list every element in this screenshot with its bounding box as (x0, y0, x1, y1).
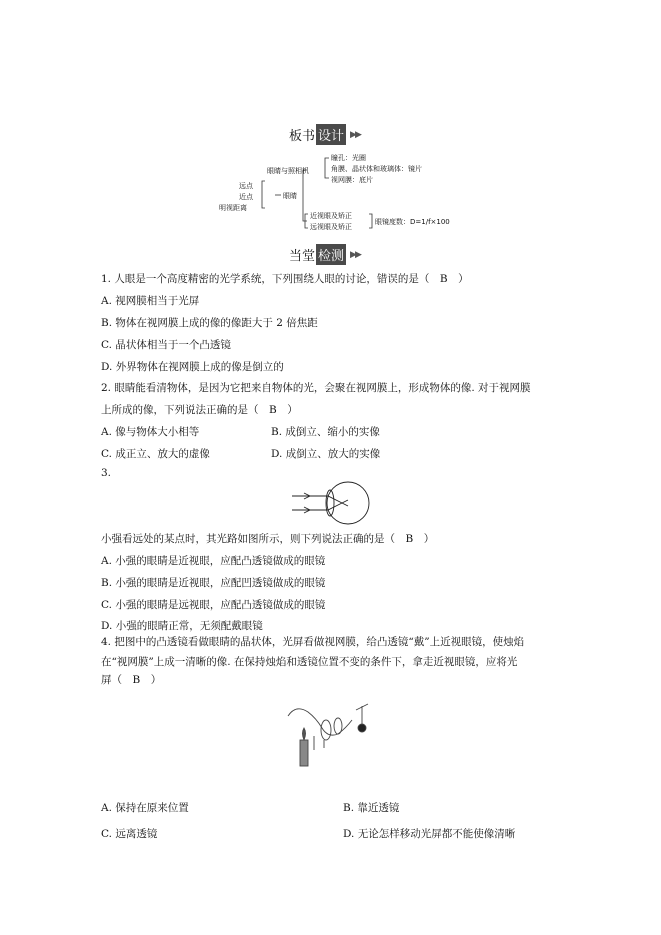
q1-option-b: B. 物体在视网膜上成的像的像距大于 2 倍焦距 (101, 317, 318, 329)
double-arrow-icon: ▶▶ (350, 129, 360, 140)
map-near-point: 近点 (239, 193, 253, 201)
heading-part-a: 当堂 (289, 249, 316, 264)
q3-number: 3. (101, 467, 112, 479)
map-part-retina: 视网膜：底片 (331, 176, 373, 184)
map-eye: 眼睛 (283, 192, 297, 200)
q1-stem: 1. 人眼是一个高度精密的光学系统，下列围绕人眼的讨论，错误的是（ B ） (101, 273, 469, 285)
q2-stem-line2: 上所成的像，下列说法正确的是（ B ） (101, 404, 298, 416)
q4-option-d: D. 无论怎样移动光屏都不能使像清晰 (343, 828, 516, 840)
eyeball-outline (327, 482, 369, 524)
screen-knob (358, 724, 366, 732)
candle-lens-screen-apparatus (282, 698, 382, 774)
lens-stand (314, 736, 324, 750)
q1-option-c: C. 晶状体相当于一个凸透镜 (101, 339, 231, 351)
concept-map (215, 148, 455, 238)
q3-option-d: D. 小强的眼睛正常，无须配戴眼镜 (101, 620, 263, 632)
map-far-point: 远点 (239, 182, 253, 190)
q2-stem-line1: 2. 眼睛能看清物体，是因为它把来自物体的光，会聚在视网膜上，形成物体的像. 对于视网膜 (101, 382, 531, 394)
q4-stem-line1: 4. 把图中的凸透镜看做眼睛的晶状体，光屏看做视网膜，给凸透镜“戴”上近视眼镜，使烛焰 (101, 636, 525, 648)
map-clear-distance: 明视距离 (219, 204, 247, 212)
q2-option-a: A. 像与物体大小相等 (101, 426, 200, 438)
candle-body (300, 740, 308, 766)
q3-stem: 小强看远处的某点时，其光路如图所示，则下列说法正确的是（ B ） (101, 533, 435, 545)
map-part-lens: 角膜、晶状体和玻璃体：镜片 (331, 165, 422, 173)
q4-option-c: C. 远离透镜 (101, 828, 158, 840)
q3-option-a: A. 小强的眼睛是近视眼，应配凸透镜做成的眼镜 (101, 555, 326, 567)
map-eye-camera: 眼睛与照相机 (267, 167, 309, 175)
q1-option-a: A. 视网膜相当于光屏 (101, 295, 200, 307)
q3-option-c: C. 小强的眼睛是远视眼，应配凸透镜做成的眼镜 (101, 599, 326, 611)
light-screen (356, 704, 368, 724)
q2-option-b: B. 成倒立、缩小的实像 (271, 426, 380, 438)
q4-stem-line2: 在“视网膜”上成一清晰的像. 在保持烛焰和透镜位置不变的条件下，拿走近视眼镜，应将光 (101, 656, 518, 668)
convex-lens (321, 720, 331, 740)
brace-parts (325, 158, 329, 178)
heading-part-b: 检测 (316, 244, 346, 265)
q4-option-b: B. 靠近透镜 (343, 802, 400, 814)
q2-option-d: D. 成倒立、放大的实像 (271, 448, 381, 460)
lens-holder-wire (288, 709, 352, 735)
class-test-heading (288, 244, 360, 265)
map-hyperopia: 远视眼及矫正 (310, 223, 352, 231)
q3-option-b: B. 小强的眼睛是近视眼，应配凹透镜做成的眼镜 (101, 577, 326, 589)
q2-option-c: C. 成正立、放大的虚像 (101, 448, 210, 460)
candle-flame (303, 728, 306, 740)
heading-part-b: 设计 (316, 124, 346, 145)
map-part-pupil: 瞳孔：光圈 (331, 154, 366, 162)
heading-part-a: 板书 (289, 129, 316, 144)
map-formula: 眼镜度数：D=1/f×100 (375, 218, 450, 226)
map-myopia: 近视眼及矫正 (310, 212, 352, 220)
q1-option-d: D. 外界物体在视网膜上成的像是倒立的 (101, 361, 284, 373)
brace-left (262, 181, 265, 208)
q4-stem-line3: 屏（ B ） (101, 674, 162, 686)
double-arrow-icon: ▶▶ (350, 249, 360, 260)
board-design-heading (288, 124, 360, 145)
q4-option-a: A. 保持在原来位置 (101, 802, 189, 814)
eye-ray-diagram (290, 480, 375, 526)
myopia-glasses (334, 718, 342, 734)
